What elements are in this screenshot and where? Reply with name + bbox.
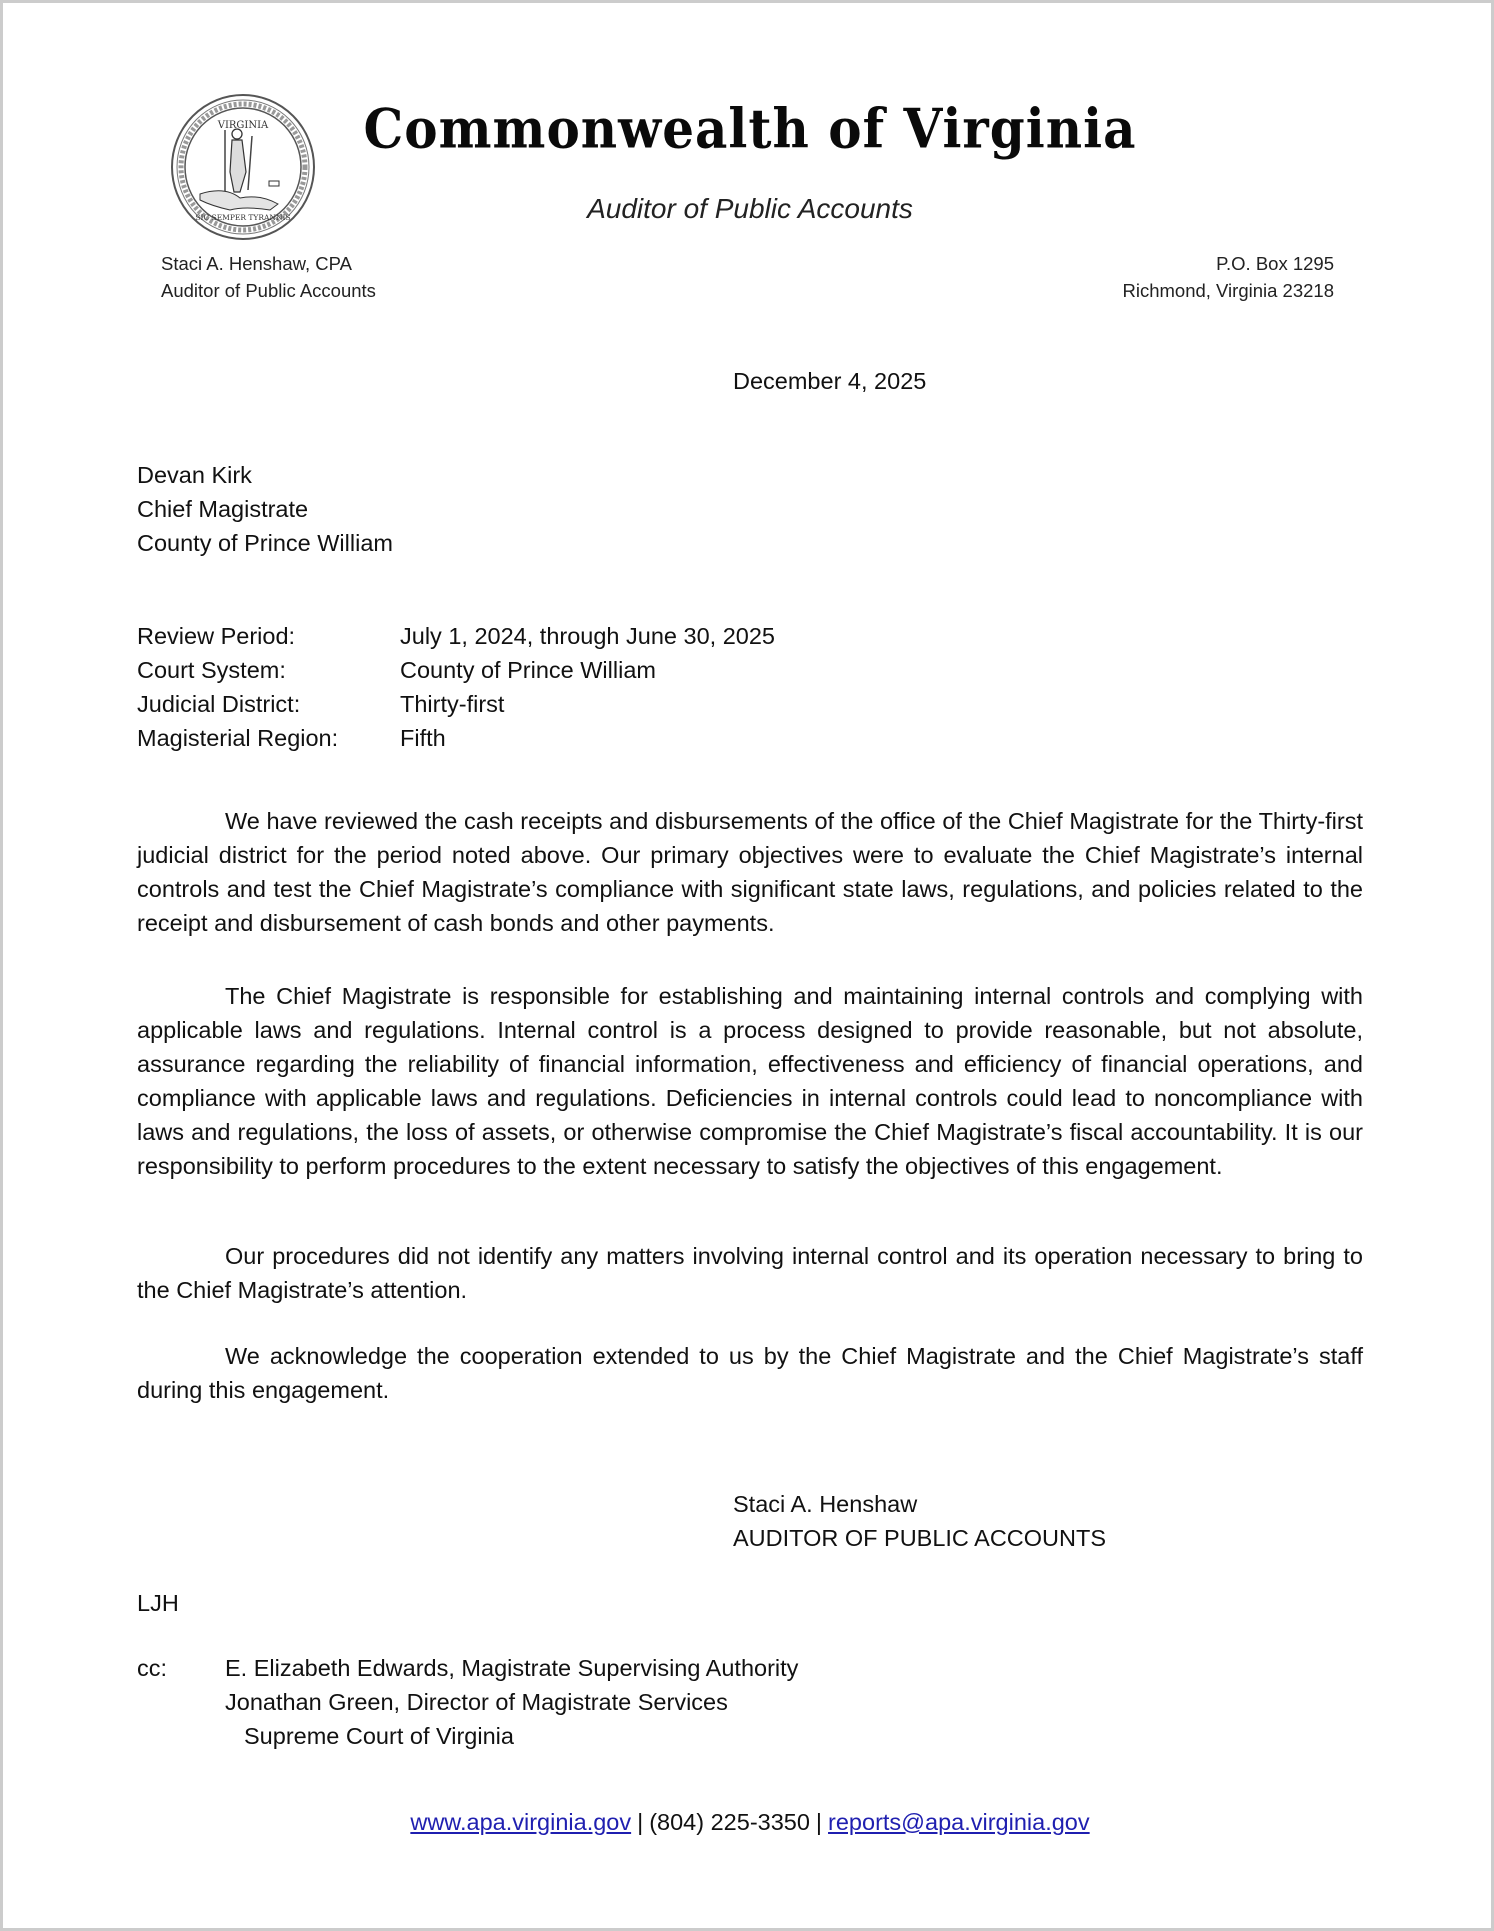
cc-label: cc: [137, 1655, 168, 1681]
cc-recipient-affiliation: Supreme Court of Virginia [244, 1723, 514, 1749]
info-label: Judicial District: [137, 691, 301, 717]
cc-spacer [137, 1685, 225, 1719]
info-value: Fifth [400, 725, 446, 751]
website-link[interactable]: www.apa.virginia.gov [410, 1809, 632, 1835]
addressee-name: Devan Kirk [137, 462, 252, 488]
footer-contact [3, 1809, 1494, 1836]
mailing-address-block [1122, 250, 1334, 304]
signatory-name: Staci A. Henshaw [733, 1491, 918, 1517]
addressee-block [137, 458, 393, 560]
info-label: Review Period: [137, 623, 296, 649]
addressee-title: Chief Magistrate [137, 496, 309, 522]
info-label: Magisterial Region: [137, 725, 339, 751]
body-paragraph-scope: We have reviewed the cash receipts and disbursements of the office of the Chief Magistrate for the Thirty-first judicial district for the period noted above. Our primary objectives were to evaluate the Chief Magistrate’s internal controls and test the Chief Magistrate’s compliance with significant state laws, regulations, and policies related to the receipt and disbursement of cash bonds and other payments. [137, 808, 1363, 936]
body-paragraph-responsibility: The Chief Magistrate is responsible for establishing and maintaining internal controls and complying with applicable laws and regulations. Internal control is a process designed to provide reasonable, but not absolute, assurance regarding the reliability of financial information, effectiveness and efficiency of financial operations, and compliance with applicable laws and regulations. Deficiencies in internal controls could lead to noncompliance with laws and regulations, the loss of assets, or otherwise compromise the Chief Magistrate’s fiscal accountability. It is our responsibility to perform procedures to the extent necessary to satisfy the objectives of this engagement. [137, 983, 1363, 1179]
signatory-title: AUDITOR OF PUBLIC ACCOUNTS [733, 1525, 1107, 1551]
signature-block [733, 1487, 1106, 1555]
auditor-title: Auditor of Public Accounts [161, 280, 376, 301]
cc-row [137, 1651, 798, 1685]
letter-date: December 4, 2025 [733, 368, 927, 394]
phone-number: (804) 225-3350 [649, 1809, 810, 1835]
svg-text:VIRGINIA: VIRGINIA [217, 120, 269, 131]
city-state-zip: Richmond, Virginia 23218 [1122, 280, 1334, 301]
info-value: Thirty-first [400, 691, 505, 717]
body-paragraph-findings: Our procedures did not identify any matters involving internal control and its operation necessary to bring to the Chief Magistrate’s attention. [137, 1243, 1363, 1303]
cc-recipient: E. Elizabeth Edwards, Magistrate Supervising Authority [225, 1655, 799, 1681]
po-box: P.O. Box 1295 [1216, 253, 1334, 274]
footer-separator: | [815, 1809, 823, 1835]
info-row-review-period [137, 619, 775, 653]
auditor-name: Staci A. Henshaw, CPA [161, 253, 352, 274]
info-row-judicial-district [137, 687, 775, 721]
cc-block [137, 1651, 798, 1753]
info-label: Court System: [137, 657, 286, 683]
body-paragraph-acknowledgement: We acknowledge the cooperation extended to us by the Chief Magistrate and the Chief Magistrate’s staff during this engagement. [137, 1343, 1363, 1403]
info-value: July 1, 2024, through June 30, 2025 [400, 623, 775, 649]
letterhead-title: Commonwealth of Virginia [363, 96, 1137, 161]
preparer-initials: LJH [137, 1590, 179, 1616]
review-info-table [137, 619, 775, 755]
info-value: County of Prince William [400, 657, 656, 683]
letterhead-subtitle: Auditor of Public Accounts [587, 193, 913, 224]
email-link[interactable]: reports@apa.virginia.gov [828, 1809, 1090, 1835]
auditor-name-block [161, 250, 376, 304]
cc-recipient: Jonathan Green, Director of Magistrate Services [225, 1689, 728, 1715]
cc-row [137, 1685, 798, 1719]
footer-separator: | [637, 1809, 644, 1835]
svg-text:SIC SEMPER TYRANNIS: SIC SEMPER TYRANNIS [195, 213, 291, 222]
info-row-court-system [137, 653, 775, 687]
addressee-locality: County of Prince William [137, 530, 393, 556]
info-row-magisterial-region [137, 721, 775, 755]
